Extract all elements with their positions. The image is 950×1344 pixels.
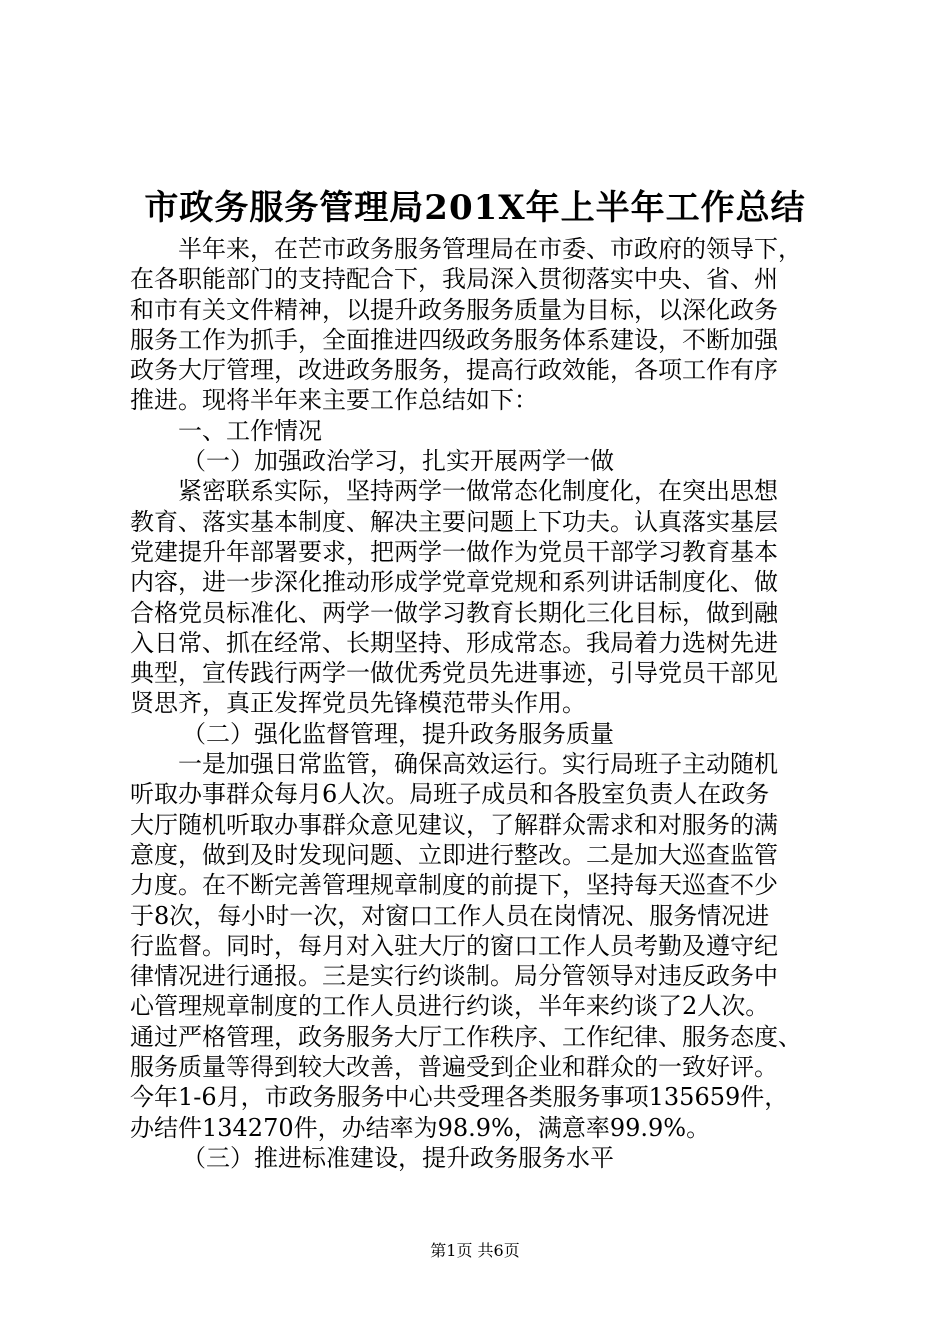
section-heading: 一、工作情况 bbox=[178, 416, 322, 445]
paragraph-line: 推进。现将半年来主要工作总结如下： bbox=[130, 386, 538, 415]
paragraph-line: 在各职能部门的支持配合下，我局深入贯彻落实中央、省、州 bbox=[130, 265, 778, 294]
paragraph-line: 听取办事群众每月6人次。局班子成员和各股室负责人在政务 bbox=[130, 780, 770, 809]
page-number: 第1页 共6页 bbox=[430, 1241, 520, 1260]
paragraph-line: 服务工作为抓手，全面推进四级政务服务体系建设，不断加强 bbox=[130, 325, 778, 354]
paragraph-line: 意度，做到及时发现问题、立即进行整改。二是加大巡查监管 bbox=[130, 840, 778, 869]
subsection-heading: （三）推进标准建设，提升政务服务水平 bbox=[182, 1143, 614, 1172]
subsection-heading: （一）加强政治学习，扎实开展两学一做 bbox=[182, 447, 614, 476]
paragraph-line: 党建提升年部署要求，把两学一做作为党员干部学习教育基本 bbox=[130, 537, 778, 566]
paragraph-line: 服务质量等得到较大改善，普遍受到企业和群众的一致好评。 bbox=[130, 1053, 778, 1082]
paragraph-line: 内容，进一步深化推动形成学党章党规和系列讲话制度化、做 bbox=[130, 568, 778, 597]
paragraph-line: 紧密联系实际，坚持两学一做常态化制度化，在突出思想 bbox=[178, 477, 778, 506]
paragraph-line: 今年1-6月，市政务服务中心共受理各类服务事项135659件， bbox=[130, 1083, 789, 1112]
document-title: 市政务服务管理局201X年上半年工作总结 bbox=[144, 188, 806, 228]
paragraph-line: 典型，宣传践行两学一做优秀党员先进事迹，引导党员干部见 bbox=[130, 659, 778, 688]
paragraph-line: 入日常、抓在经常、长期坚持、形成常态。我局着力选树先进 bbox=[130, 628, 778, 657]
document-body bbox=[130, 234, 842, 1173]
paragraph-line: 律情况进行通报。三是实行约谈制。局分管领导对违反政务中 bbox=[130, 962, 778, 991]
paragraph-line: 通过严格管理，政务服务大厅工作秩序、工作纪律、服务态度、 bbox=[130, 1022, 802, 1051]
paragraph-line: 和市有关文件精神，以提升政务服务质量为目标，以深化政务 bbox=[130, 295, 778, 324]
paragraph-line: 大厅随机听取办事群众意见建议，了解群众需求和对服务的满 bbox=[130, 810, 778, 839]
paragraph-line: 心管理规章制度的工作人员进行约谈，半年来约谈了2人次。 bbox=[130, 992, 770, 1021]
paragraph-line: 行监督。同时，每月对入驻大厅的窗口工作人员考勤及遵守纪 bbox=[130, 931, 778, 960]
paragraph-line: 半年来，在芒市政务服务管理局在市委、市政府的领导下， bbox=[178, 235, 802, 263]
paragraph-line: 办结件134270件，办结率为98.9%，满意率99.9%。 bbox=[130, 1113, 711, 1142]
paragraph-line: 一是加强日常监管，确保高效运行。实行局班子主动随机 bbox=[178, 750, 778, 779]
paragraph-line: 力度。在不断完善管理规章制度的前提下，坚持每天巡查不少 bbox=[130, 871, 778, 900]
paragraph-line: 贤思齐，真正发挥党员先锋模范带头作用。 bbox=[130, 689, 586, 718]
paragraph-line: 教育、落实基本制度、解决主要问题上下功夫。认真落实基层 bbox=[130, 507, 778, 536]
paragraph-line: 合格党员标准化、两学一做学习教育长期化三化目标，做到融 bbox=[130, 598, 778, 627]
subsection-heading: （二）强化监督管理，提升政务服务质量 bbox=[182, 719, 614, 748]
paragraph-line: 于8次，每小时一次，对窗口工作人员在岗情况、服务情况进 bbox=[130, 901, 770, 930]
paragraph-line: 政务大厅管理，改进政务服务，提高行政效能，各项工作有序 bbox=[130, 356, 778, 385]
